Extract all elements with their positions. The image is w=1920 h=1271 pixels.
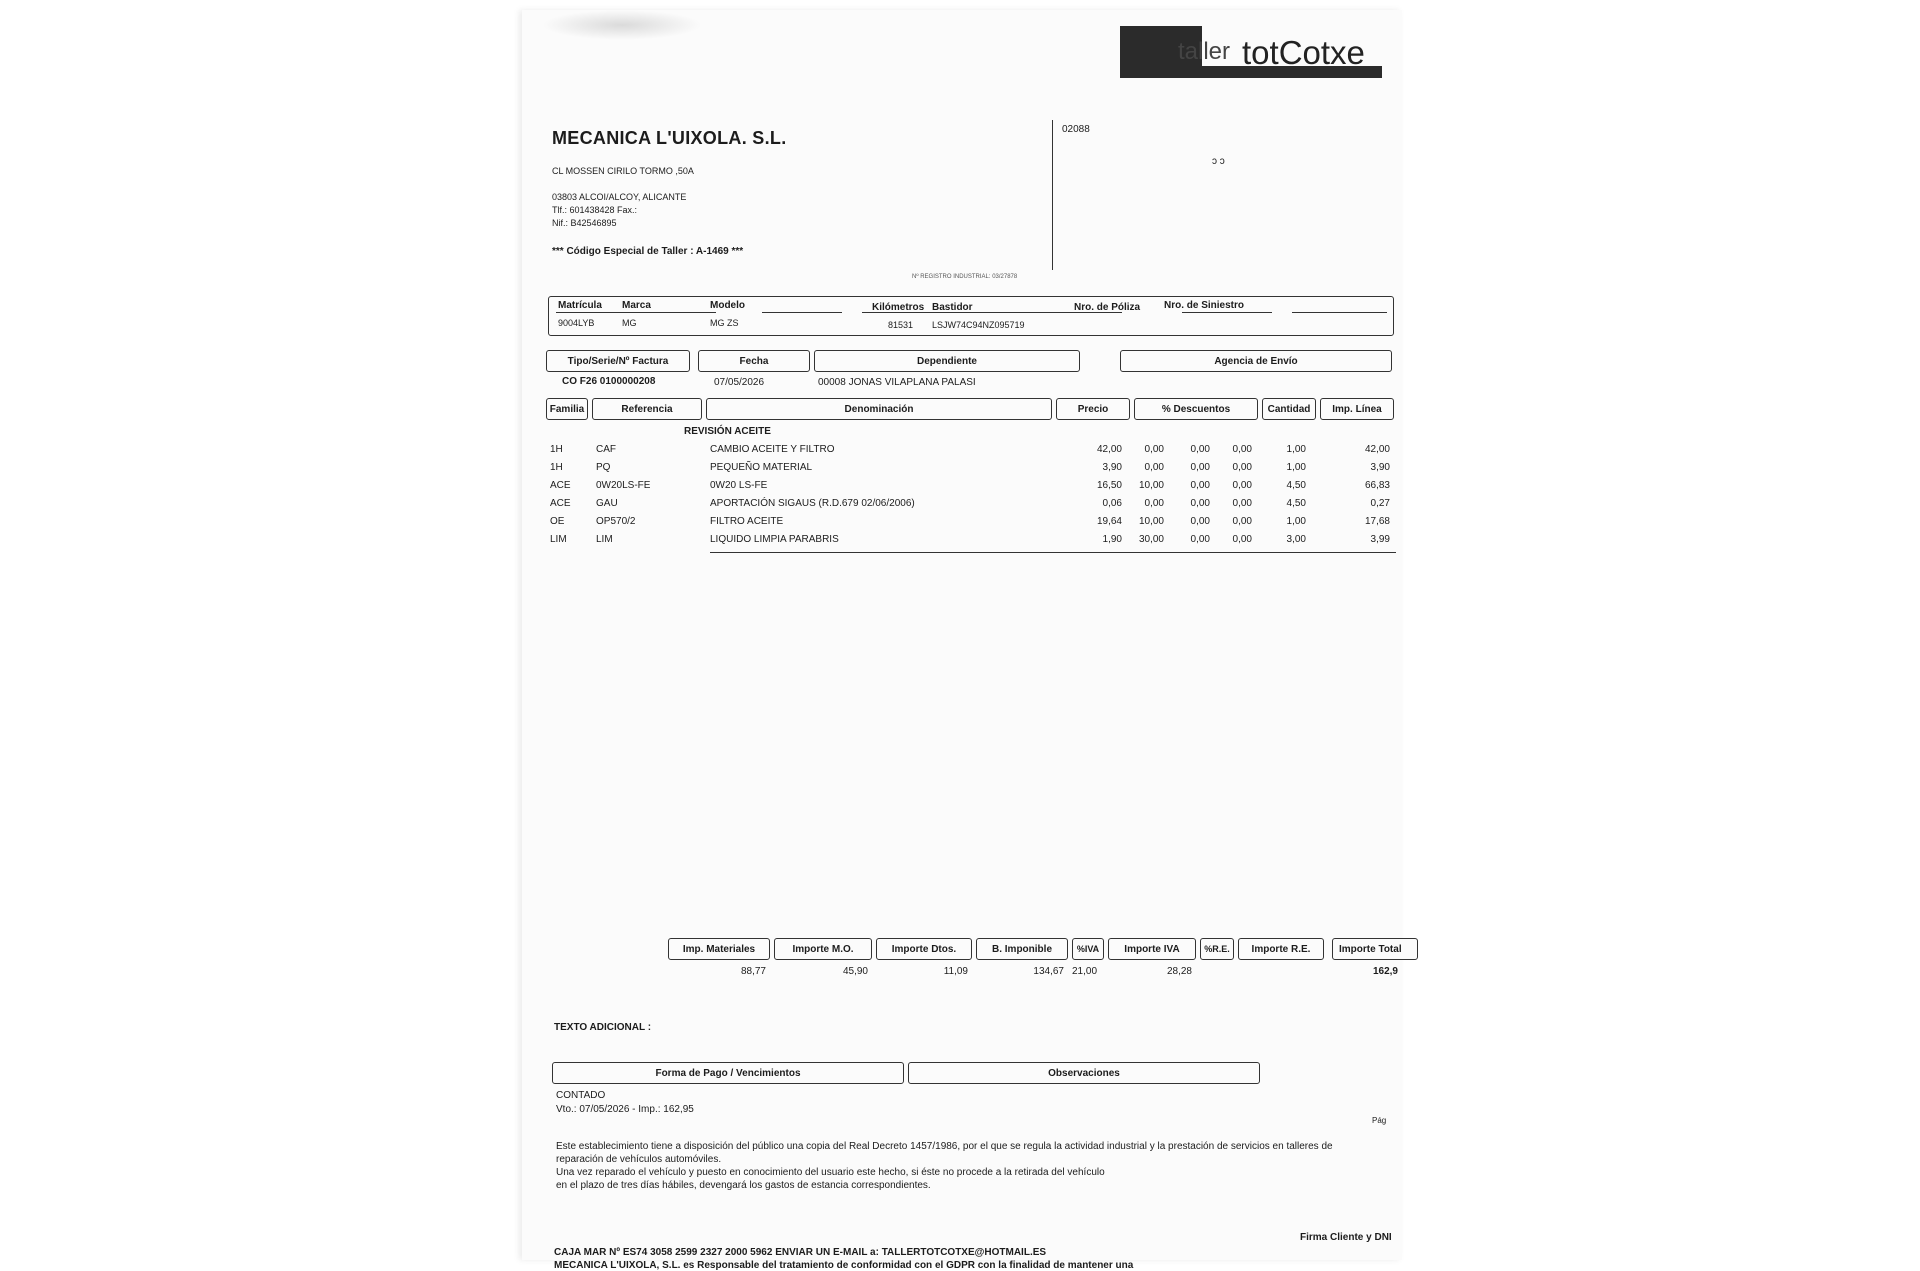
invoice-number-header: Tipo/Serie/Nº Factura	[546, 350, 690, 372]
legal-line: Este establecimiento tiene a disposición del público una copia del Real Decreto 1457/1986, por el que se regula la actividad industrial y la prestación de servicios en talleres de	[556, 1141, 1333, 1152]
vat-amount-header: Importe IVA	[1108, 938, 1196, 960]
line-quantity: 1,00	[1286, 444, 1306, 455]
section-title: REVISIÓN ACEITE	[684, 426, 771, 437]
col-family-header: Familia	[546, 398, 588, 420]
invoice-number: CO F26 0100000208	[562, 376, 656, 387]
line-price: 0,06	[1102, 498, 1122, 509]
line-description: FILTRO ACEITE	[710, 516, 784, 527]
legal-line: Una vez reparado el vehículo y puesto en conocimiento del usuario este hecho, si éste no procede a la retirada del vehículo	[556, 1167, 1105, 1178]
re-amount-header: Importe R.E.	[1238, 938, 1324, 960]
taxable-base: 134,67	[1033, 966, 1064, 977]
line-discount-1: 10,00	[1138, 516, 1164, 527]
grand-total-header: Importe Total	[1332, 938, 1418, 960]
line-description: PEQUEÑO MATERIAL	[710, 462, 813, 473]
client-address-fragment: ɔ ɔ	[1212, 156, 1225, 167]
line-reference: LIM	[596, 534, 613, 545]
line-discount-2: 0,00	[1190, 480, 1210, 491]
col-price-header: Precio	[1056, 398, 1130, 420]
client-number: 02088	[1062, 124, 1090, 135]
vehicle-header-chassis: Bastidor	[932, 302, 973, 313]
line-discount-2: 0,00	[1190, 534, 1210, 545]
bank-account-line: CAJA MAR Nº ES74 3058 2599 2327 2000 5962 ENVIAR UN E-MAIL a: TALLERTOTCOTXE@HOTMAIL.ES	[554, 1247, 1047, 1258]
line-description: LIQUIDO LIMPIA PARABRIS	[710, 534, 839, 545]
line-amount: 0,27	[1370, 498, 1390, 509]
vehicle-header-brand: Marca	[622, 300, 651, 311]
clerk-name: 00008 JONAS VILAPLANA PALASI	[818, 377, 976, 388]
line-family: LIM	[550, 534, 567, 545]
total-labour: 45,90	[842, 966, 868, 977]
line-family: OE	[550, 516, 565, 527]
vehicle-brand: MG	[622, 318, 637, 328]
line-quantity: 4,50	[1286, 498, 1306, 509]
line-family: 1H	[550, 444, 563, 455]
line-discount-3: 0,00	[1232, 462, 1252, 473]
invoice-date: 07/05/2026	[714, 377, 765, 388]
line-discount-3: 0,00	[1232, 534, 1252, 545]
line-discount-1: 0,00	[1144, 462, 1164, 473]
line-quantity: 3,00	[1286, 534, 1306, 545]
line-reference: OP570/2	[596, 516, 636, 527]
invoice-page	[522, 10, 1402, 1271]
vehicle-header-km: Kilómetros	[872, 302, 925, 313]
line-price: 3,90	[1102, 462, 1122, 473]
taxable-base-header: B. Imponible	[976, 938, 1068, 960]
total-discounts: 11,09	[943, 966, 968, 977]
line-amount: 3,99	[1370, 534, 1390, 545]
signature-label: Firma Cliente y DNI	[1300, 1232, 1392, 1243]
line-price: 16,50	[1096, 480, 1122, 491]
line-family: ACE	[550, 480, 571, 491]
col-line-amount-header: Imp. Línea	[1320, 398, 1394, 420]
line-quantity: 4,50	[1286, 480, 1306, 491]
total-labour-header: Importe M.O.	[774, 938, 872, 960]
line-discount-2: 0,00	[1190, 498, 1210, 509]
line-family: ACE	[550, 498, 571, 509]
vehicle-header-plate: Matrícula	[558, 300, 602, 311]
legal-notice	[556, 1140, 1396, 1192]
payment-header: Forma de Pago / Vencimientos	[552, 1062, 904, 1084]
gdpr-notice: MECANICA L'UIXOLA, S.L. es Responsable del tratamiento de conformidad con el GDPR con la finalidad de mantener una	[554, 1260, 1134, 1271]
line-discount-2: 0,00	[1190, 462, 1210, 473]
col-quantity-header: Cantidad	[1262, 398, 1316, 420]
line-reference: GAU	[596, 498, 618, 509]
invoice-date-header: Fecha	[698, 350, 810, 372]
vat-rate-header: %IVA	[1072, 938, 1104, 960]
industrial-registry: Nº REGISTRO INDUSTRIAL: 03/27878	[912, 274, 1018, 280]
line-discount-3: 0,00	[1232, 516, 1252, 527]
clerk-header: Dependiente	[814, 350, 1080, 372]
company-phone: Tlf.: 601438428 Fax.:	[552, 205, 638, 215]
observations-header: Observaciones	[908, 1062, 1260, 1084]
vehicle-chassis: LSJW74C94NZ095719	[932, 320, 1025, 330]
line-discount-1: 10,00	[1138, 480, 1164, 491]
vehicle-model: MG ZS	[710, 318, 739, 328]
additional-text-label: TEXTO ADICIONAL :	[554, 1022, 652, 1033]
vehicle-header-claim: Nro. de Siniestro	[1164, 300, 1245, 311]
line-description: APORTACIÓN SIGAUS (R.D.679 02/06/2006)	[710, 498, 915, 509]
special-workshop-code: *** Código Especial de Taller : A-1469 ***	[552, 246, 744, 257]
vehicle-km: 81531	[888, 320, 914, 330]
line-discount-3: 0,00	[1232, 444, 1252, 455]
line-discount-1: 30,00	[1138, 534, 1164, 545]
grand-total: 162,9	[1372, 966, 1398, 977]
line-description: 0W20 LS-FE	[710, 480, 768, 491]
line-reference: 0W20LS-FE	[596, 480, 651, 491]
page-label: Pág	[1372, 1116, 1387, 1125]
payment-due: Vto.: 07/05/2026 - Imp.: 162,95	[556, 1104, 694, 1115]
company-address: CL MOSSEN CIRILO TORMO ,50A	[552, 166, 694, 176]
line-family: 1H	[550, 462, 563, 473]
line-discount-2: 0,00	[1190, 444, 1210, 455]
line-description: CAMBIO ACEITE Y FILTRO	[710, 444, 835, 455]
line-price: 19,64	[1096, 516, 1122, 527]
company-nif: Nif.: B42546895	[552, 218, 617, 228]
legal-line: en el plazo de tres días hábiles, devengará los gastos de estancia correspondientes.	[556, 1180, 931, 1191]
total-materials-header: Imp. Materiales	[668, 938, 770, 960]
vat-rate: 21,00	[1072, 966, 1098, 977]
col-discounts-header: % Descuentos	[1134, 398, 1258, 420]
line-amount: 17,68	[1364, 516, 1390, 527]
line-discount-2: 0,00	[1190, 516, 1210, 527]
re-rate-header: %R.E.	[1200, 938, 1234, 960]
line-price: 42,00	[1096, 444, 1122, 455]
payment-method: CONTADO	[556, 1090, 606, 1101]
line-discount-1: 0,00	[1144, 498, 1164, 509]
line-reference: PQ	[596, 462, 611, 473]
company-name: MECANICA L'UIXOLA. S.L.	[552, 128, 787, 148]
vehicle-plate: 9004LYB	[558, 318, 595, 328]
line-amount: 66,83	[1364, 480, 1390, 491]
col-reference-header: Referencia	[592, 398, 702, 420]
line-amount: 42,00	[1364, 444, 1390, 455]
company-city: 03803 ALCOI/ALCOY, ALICANTE	[552, 192, 687, 202]
shipping-agency-header: Agencia de Envío	[1120, 350, 1392, 372]
vat-amount: 28,28	[1166, 966, 1192, 977]
vehicle-header-policy: Nro. de Póliza	[1074, 302, 1141, 313]
total-materials: 88,77	[740, 966, 766, 977]
vehicle-header-model: Modelo	[710, 300, 745, 311]
scan-smudge	[542, 10, 702, 40]
line-discount-3: 0,00	[1232, 498, 1252, 509]
line-quantity: 1,00	[1286, 462, 1306, 473]
line-discount-1: 0,00	[1144, 444, 1164, 455]
line-discount-3: 0,00	[1232, 480, 1252, 491]
col-description-header: Denominación	[706, 398, 1052, 420]
line-amount: 3,90	[1370, 462, 1390, 473]
total-discounts-header: Importe Dtos.	[876, 938, 972, 960]
line-reference: CAF	[596, 444, 616, 455]
brand-logo: taller totCotxe	[1120, 26, 1386, 80]
line-quantity: 1,00	[1286, 516, 1306, 527]
line-price: 1,90	[1102, 534, 1122, 545]
legal-line: reparación de vehículos automóviles.	[556, 1154, 722, 1165]
